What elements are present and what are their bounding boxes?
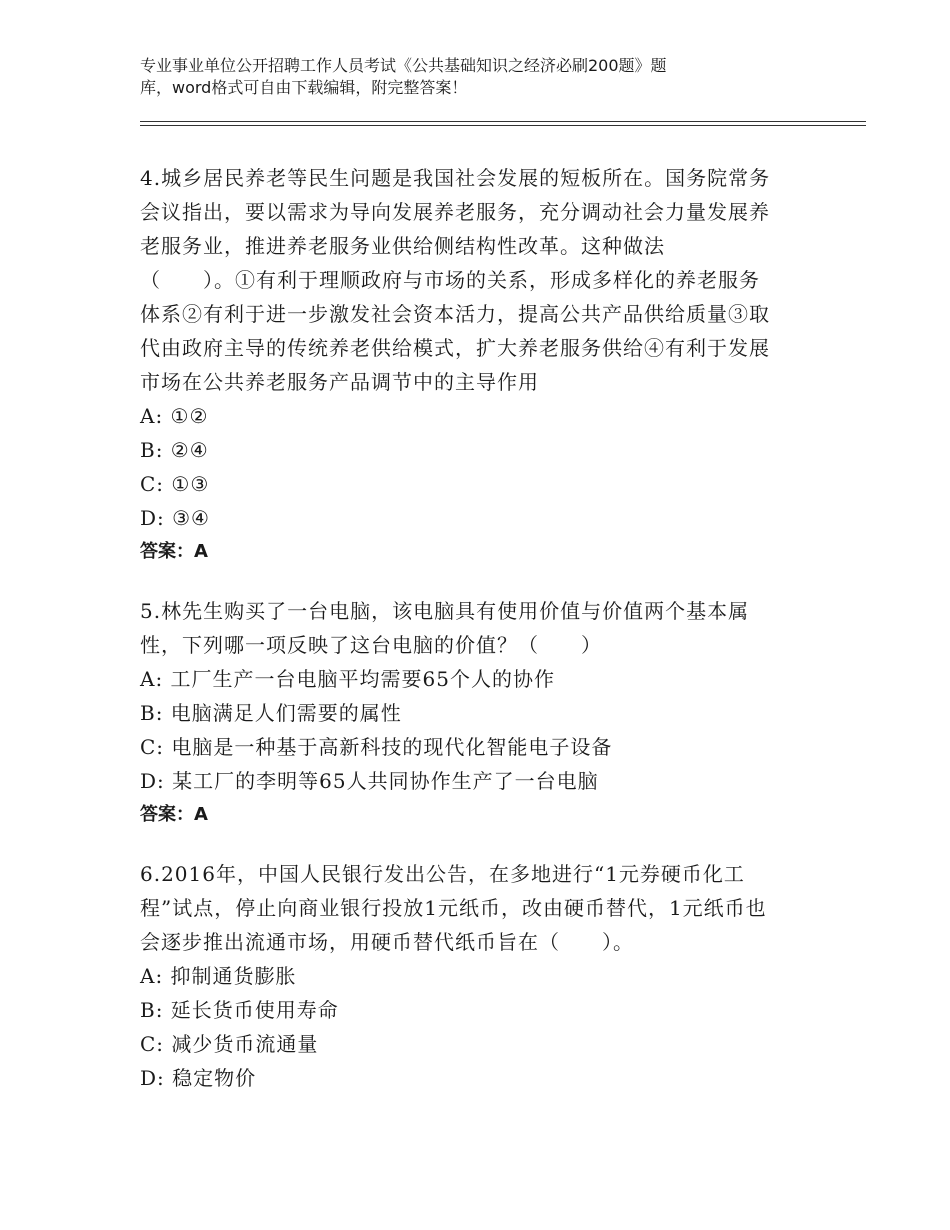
option-a: A: 抑制通货膨胀 — [140, 964, 297, 988]
stem-line: 老服务业，推进养老服务业供给侧结构性改革。这种做法 — [140, 234, 665, 258]
stem-line: 6.2016年，中国人民银行发出公告，在多地进行“1元券硬币化工 — [140, 862, 745, 886]
stem-line: 程”试点，停止向商业银行投放1元纸币，改由硬币替代，1元纸币也 — [140, 896, 767, 920]
stem-line: 市场在公共养老服务产品调节中的主导作用 — [140, 370, 539, 394]
question-4 — [140, 161, 820, 569]
question-stem — [140, 594, 820, 662]
option-c: C: ①③ — [140, 472, 210, 496]
question-list — [140, 161, 820, 1120]
option-b: B: 电脑满足人们需要的属性 — [140, 701, 402, 725]
stem-line: 性，下列哪一项反映了这台电脑的价值？（ ） — [140, 633, 602, 657]
question-5 — [140, 594, 820, 832]
stem-line: 会逐步推出流通市场，用硬币替代纸币旨在（ ）。 — [140, 930, 634, 954]
stem-line: 代由政府主导的传统养老供给模式，扩大养老服务供给④有利于发展 — [140, 336, 770, 360]
option-b: B: 延长货币使用寿命 — [140, 998, 339, 1022]
stem-line: （ ）。①有利于理顺政府与市场的关系，形成多样化的养老服务 — [140, 268, 760, 292]
option-c: C: 电脑是一种基于高新科技的现代化智能电子设备 — [140, 735, 613, 759]
option-b: B: ②④ — [140, 438, 209, 462]
answer-label: 答案：A — [140, 541, 208, 562]
question-stem — [140, 857, 820, 959]
option-d: D: 稳定物价 — [140, 1066, 257, 1090]
stem-line: 会议指出，要以需求为导向发展养老服务，充分调动社会力量发展养 — [140, 200, 770, 224]
stem-line: 5.林先生购买了一台电脑，该电脑具有使用价值与价值两个基本属 — [140, 599, 750, 623]
option-d: D: 某工厂的李明等65人共同协作生产了一台电脑 — [140, 769, 599, 793]
header-divider-top — [140, 121, 866, 122]
stem-line: 体系②有利于进一步激发社会资本活力，提高公共产品供给质量③取 — [140, 302, 770, 326]
header-title-line-1: 专业事业单位公开招聘工作人员考试《公共基础知识之经济必刷200题》题 — [140, 56, 667, 75]
document-header — [140, 55, 780, 99]
header-title-line-2: 库，word格式可自由下载编辑，附完整答案！ — [140, 78, 468, 97]
option-a: A: 工厂生产一台电脑平均需要65个人的协作 — [140, 667, 555, 691]
header-divider-bottom — [140, 125, 866, 126]
answer-label: 答案：A — [140, 804, 208, 825]
question-6 — [140, 857, 820, 1095]
option-a: A: ①② — [140, 404, 209, 428]
question-stem — [140, 161, 820, 399]
option-c: C: 减少货币流通量 — [140, 1032, 319, 1056]
stem-line: 4.城乡居民养老等民生问题是我国社会发展的短板所在。国务院常务 — [140, 166, 771, 190]
option-d: D: ③④ — [140, 506, 210, 530]
